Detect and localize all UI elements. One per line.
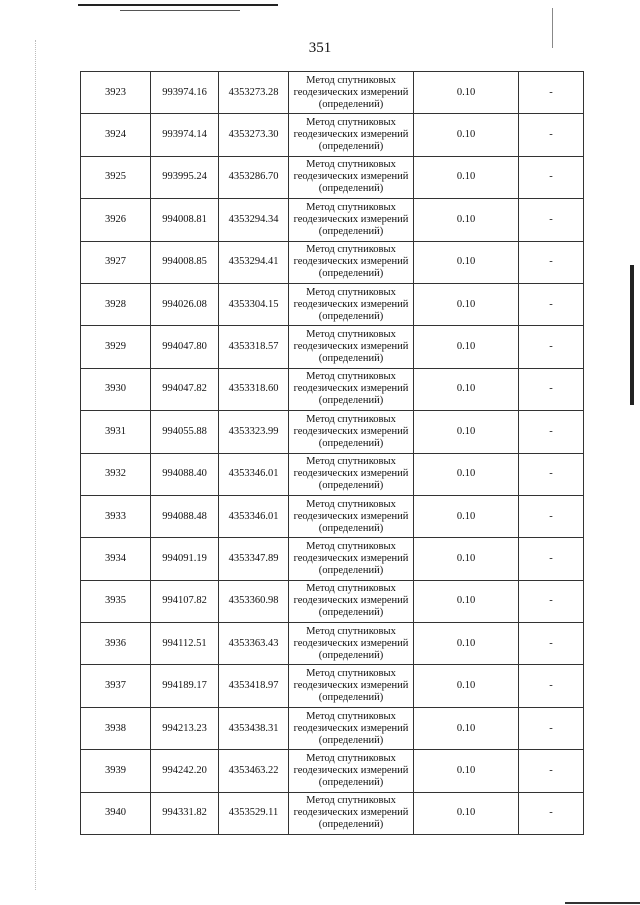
y-coordinate-cell: 4353304.15 [219, 283, 289, 325]
accuracy-cell: 0.10 [414, 114, 519, 156]
note-cell: - [519, 495, 584, 537]
point-number-cell: 3926 [81, 199, 151, 241]
y-coordinate-cell: 4353360.98 [219, 580, 289, 622]
method-line: Метод спутниковых [306, 201, 396, 213]
note-cell: - [519, 665, 584, 707]
scan-artifact-left-margin [35, 40, 36, 890]
method-cell [289, 283, 414, 325]
y-coordinate-cell: 4353529.11 [219, 792, 289, 834]
method-line: геодезических измерений [293, 637, 409, 649]
x-coordinate-cell: 994055.88 [151, 411, 219, 453]
method-line: (определений) [318, 183, 384, 195]
note-cell: - [519, 792, 584, 834]
method-line: геодезических измерений [293, 722, 409, 734]
method-line: (определений) [318, 437, 384, 449]
method-line: (определений) [318, 776, 384, 788]
table-row [81, 199, 584, 241]
method-line: геодезических измерений [293, 680, 409, 692]
method-cell [289, 623, 414, 665]
note-cell: - [519, 72, 584, 114]
x-coordinate-cell: 994047.82 [151, 368, 219, 410]
point-number-cell: 3930 [81, 368, 151, 410]
table-row [81, 72, 584, 114]
page-number: 351 [308, 40, 332, 56]
method-line: геодезических измерений [293, 298, 409, 310]
method-line: (определений) [318, 734, 384, 746]
method-line: Метод спутниковых [306, 583, 396, 595]
method-line: (определений) [318, 98, 384, 110]
method-line: Метод спутниковых [306, 117, 396, 129]
point-number-cell: 3932 [81, 453, 151, 495]
method-line: Метод спутниковых [306, 413, 396, 425]
accuracy-cell: 0.10 [414, 326, 519, 368]
method-line: геодезических измерений [293, 552, 409, 564]
method-cell [289, 792, 414, 834]
note-cell: - [519, 199, 584, 241]
method-line: геодезических измерений [293, 425, 409, 437]
method-line: геодезических измерений [293, 256, 409, 268]
method-line: геодезических измерений [293, 86, 409, 98]
method-cell [289, 199, 414, 241]
table-row [81, 411, 584, 453]
accuracy-cell: 0.10 [414, 283, 519, 325]
accuracy-cell: 0.10 [414, 241, 519, 283]
accuracy-cell: 0.10 [414, 199, 519, 241]
table-row [81, 156, 584, 198]
method-line: геодезических измерений [293, 129, 409, 141]
y-coordinate-cell: 4353273.30 [219, 114, 289, 156]
table-row [81, 114, 584, 156]
point-number-cell: 3923 [81, 72, 151, 114]
method-line: (определений) [318, 141, 384, 153]
method-cell [289, 580, 414, 622]
method-line: геодезических измерений [293, 764, 409, 776]
point-number-cell: 3927 [81, 241, 151, 283]
method-line: Метод спутниковых [306, 244, 396, 256]
accuracy-cell: 0.10 [414, 792, 519, 834]
accuracy-cell: 0.10 [414, 665, 519, 707]
table-row [81, 453, 584, 495]
table-row [81, 495, 584, 537]
note-cell: - [519, 538, 584, 580]
method-cell [289, 538, 414, 580]
y-coordinate-cell: 4353438.31 [219, 707, 289, 749]
note-cell: - [519, 623, 584, 665]
method-cell [289, 368, 414, 410]
y-coordinate-cell: 4353318.60 [219, 368, 289, 410]
method-cell [289, 72, 414, 114]
scan-artifact-right-bar [630, 265, 634, 405]
method-line: Метод спутниковых [306, 159, 396, 171]
method-line: (определений) [318, 225, 384, 237]
point-number-cell: 3931 [81, 411, 151, 453]
x-coordinate-cell: 993974.16 [151, 72, 219, 114]
method-line: Метод спутниковых [306, 456, 396, 468]
method-line: геодезических измерений [293, 807, 409, 819]
method-line: (определений) [318, 607, 384, 619]
point-number-cell: 3928 [81, 283, 151, 325]
note-cell: - [519, 283, 584, 325]
y-coordinate-cell: 4353318.57 [219, 326, 289, 368]
table-row [81, 665, 584, 707]
coordinates-table-body [81, 72, 584, 835]
y-coordinate-cell: 4353294.34 [219, 199, 289, 241]
method-line: Метод спутниковых [306, 371, 396, 383]
method-cell [289, 750, 414, 792]
point-number-cell: 3925 [81, 156, 151, 198]
method-line: (определений) [318, 564, 384, 576]
scan-artifact-top [78, 4, 278, 6]
note-cell: - [519, 580, 584, 622]
point-number-cell: 3929 [81, 326, 151, 368]
point-number-cell: 3938 [81, 707, 151, 749]
x-coordinate-cell: 994091.19 [151, 538, 219, 580]
method-cell [289, 114, 414, 156]
method-line: геодезических измерений [293, 341, 409, 353]
accuracy-cell: 0.10 [414, 495, 519, 537]
table-row [81, 707, 584, 749]
x-coordinate-cell: 994213.23 [151, 707, 219, 749]
method-line: Метод спутниковых [306, 329, 396, 341]
method-line: геодезических измерений [293, 468, 409, 480]
accuracy-cell: 0.10 [414, 707, 519, 749]
point-number-cell: 3933 [81, 495, 151, 537]
accuracy-cell: 0.10 [414, 453, 519, 495]
x-coordinate-cell: 994047.80 [151, 326, 219, 368]
accuracy-cell: 0.10 [414, 750, 519, 792]
y-coordinate-cell: 4353418.97 [219, 665, 289, 707]
x-coordinate-cell: 994189.17 [151, 665, 219, 707]
note-cell: - [519, 707, 584, 749]
x-coordinate-cell: 994242.20 [151, 750, 219, 792]
accuracy-cell: 0.10 [414, 156, 519, 198]
method-cell [289, 411, 414, 453]
scan-artifact-bottom [565, 902, 640, 904]
x-coordinate-cell: 993995.24 [151, 156, 219, 198]
method-line: Метод спутниковых [306, 625, 396, 637]
method-line: Метод спутниковых [306, 668, 396, 680]
table-row [81, 792, 584, 834]
point-number-cell: 3939 [81, 750, 151, 792]
method-cell [289, 707, 414, 749]
method-line: (определений) [318, 480, 384, 492]
method-line: (определений) [318, 692, 384, 704]
method-line: (определений) [318, 353, 384, 365]
note-cell: - [519, 750, 584, 792]
y-coordinate-cell: 4353273.28 [219, 72, 289, 114]
point-number-cell: 3924 [81, 114, 151, 156]
method-cell [289, 241, 414, 283]
method-line: (определений) [318, 522, 384, 534]
point-number-cell: 3935 [81, 580, 151, 622]
table-row [81, 368, 584, 410]
table-row [81, 538, 584, 580]
accuracy-cell: 0.10 [414, 368, 519, 410]
method-line: Метод спутниковых [306, 795, 396, 807]
method-line: Метод спутниковых [306, 286, 396, 298]
x-coordinate-cell: 994088.40 [151, 453, 219, 495]
note-cell: - [519, 411, 584, 453]
method-line: (определений) [318, 819, 384, 831]
method-line: (определений) [318, 268, 384, 280]
method-line: Метод спутниковых [306, 74, 396, 86]
method-line: Метод спутниковых [306, 752, 396, 764]
x-coordinate-cell: 993974.14 [151, 114, 219, 156]
y-coordinate-cell: 4353286.70 [219, 156, 289, 198]
y-coordinate-cell: 4353363.43 [219, 623, 289, 665]
method-line: геодезических измерений [293, 383, 409, 395]
note-cell: - [519, 326, 584, 368]
method-cell [289, 453, 414, 495]
y-coordinate-cell: 4353463.22 [219, 750, 289, 792]
method-line: (определений) [318, 395, 384, 407]
method-line: Метод спутниковых [306, 710, 396, 722]
method-line: геодезических измерений [293, 595, 409, 607]
method-line: геодезических измерений [293, 171, 409, 183]
x-coordinate-cell: 994107.82 [151, 580, 219, 622]
method-cell [289, 495, 414, 537]
note-cell: - [519, 156, 584, 198]
method-cell [289, 665, 414, 707]
table-row [81, 283, 584, 325]
note-cell: - [519, 241, 584, 283]
accuracy-cell: 0.10 [414, 580, 519, 622]
note-cell: - [519, 114, 584, 156]
method-line: (определений) [318, 649, 384, 661]
note-cell: - [519, 453, 584, 495]
point-number-cell: 3940 [81, 792, 151, 834]
method-line: (определений) [318, 310, 384, 322]
method-line: Метод спутниковых [306, 498, 396, 510]
x-coordinate-cell: 994112.51 [151, 623, 219, 665]
accuracy-cell: 0.10 [414, 623, 519, 665]
note-cell: - [519, 368, 584, 410]
accuracy-cell: 0.10 [414, 538, 519, 580]
y-coordinate-cell: 4353294.41 [219, 241, 289, 283]
point-number-cell: 3937 [81, 665, 151, 707]
y-coordinate-cell: 4353346.01 [219, 453, 289, 495]
table-row [81, 580, 584, 622]
x-coordinate-cell: 994331.82 [151, 792, 219, 834]
accuracy-cell: 0.10 [414, 411, 519, 453]
x-coordinate-cell: 994088.48 [151, 495, 219, 537]
y-coordinate-cell: 4353347.89 [219, 538, 289, 580]
method-cell [289, 156, 414, 198]
method-line: геодезических измерений [293, 510, 409, 522]
x-coordinate-cell: 994008.85 [151, 241, 219, 283]
accuracy-cell: 0.10 [414, 72, 519, 114]
point-number-cell: 3934 [81, 538, 151, 580]
y-coordinate-cell: 4353346.01 [219, 495, 289, 537]
table-row [81, 241, 584, 283]
x-coordinate-cell: 994008.81 [151, 199, 219, 241]
coordinates-table [80, 71, 584, 835]
point-number-cell: 3936 [81, 623, 151, 665]
method-line: геодезических измерений [293, 213, 409, 225]
y-coordinate-cell: 4353323.99 [219, 411, 289, 453]
table-row [81, 326, 584, 368]
table-row [81, 623, 584, 665]
scan-artifact-top-thin [120, 10, 240, 11]
x-coordinate-cell: 994026.08 [151, 283, 219, 325]
method-cell [289, 326, 414, 368]
method-line: Метод спутниковых [306, 540, 396, 552]
table-row [81, 750, 584, 792]
